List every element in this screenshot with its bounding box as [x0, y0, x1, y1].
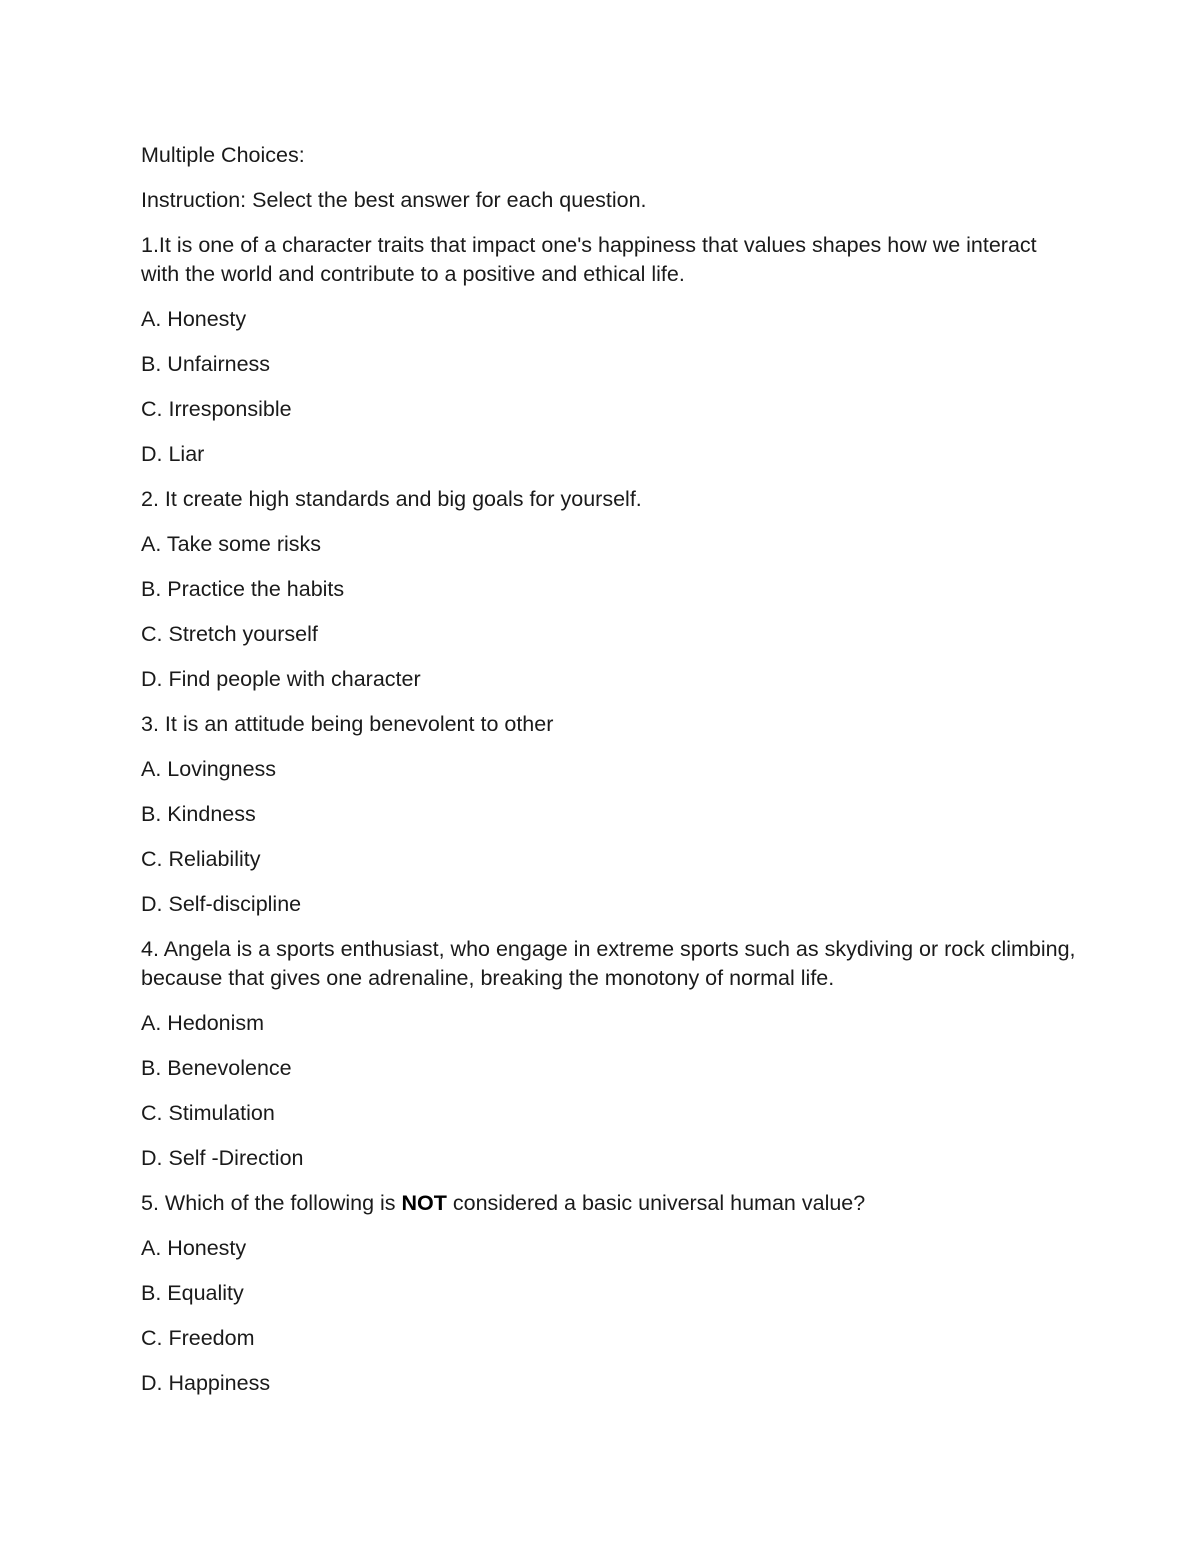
question-1-option-a: A. Honesty	[141, 307, 247, 331]
instruction-text: Instruction: Select the best answer for each question.	[141, 188, 647, 212]
question-4-option-c: C. Stimulation	[141, 1101, 275, 1125]
question-1-option-c: C. Irresponsible	[141, 397, 292, 421]
question-2-option-a: A. Take some risks	[141, 532, 322, 556]
question-1-option-b: B. Unfairness	[141, 352, 271, 376]
question-2: 2. It create high standards and big goals for yourself.	[141, 487, 642, 511]
question-5-option-a: A. Honesty	[141, 1236, 247, 1260]
question-2-option-b: B. Practice the habits	[141, 577, 345, 601]
question-4-option-b: B. Benevolence	[141, 1056, 292, 1080]
document-content	[141, 141, 1076, 1414]
question-4: 4. Angela is a sports enthusiast, who engage in extreme sports such as skydiving or rock climbing, because that gives one adrenaline, breaking the monotony of normal life.	[141, 937, 1076, 990]
question-5-text-before: 5. Which of the following is	[141, 1191, 402, 1215]
question-2-option-d: D. Find people with character	[141, 667, 421, 691]
question-5	[141, 1189, 1076, 1218]
question-1: 1.It is one of a character traits that impact one's happiness that values shapes how we interact with the world and contribute to a positive and ethical life.	[141, 233, 1037, 286]
question-2-option-c: C. Stretch yourself	[141, 622, 318, 646]
question-4-option-a: A. Hedonism	[141, 1011, 265, 1035]
question-5-option-d: D. Happiness	[141, 1371, 271, 1395]
question-5-text-after: considered a basic universal human value?	[446, 1191, 866, 1215]
question-3-option-d: D. Self-discipline	[141, 892, 302, 916]
question-1-option-d: D. Liar	[141, 442, 205, 466]
question-3-option-b: B. Kindness	[141, 802, 256, 826]
question-5-option-b: B. Equality	[141, 1281, 244, 1305]
section-title: Multiple Choices:	[141, 143, 305, 167]
question-3-option-a: A. Lovingness	[141, 757, 277, 781]
question-5-emphasis: NOT	[401, 1191, 447, 1215]
question-3-option-c: C. Reliability	[141, 847, 261, 871]
question-4-option-d: D. Self -Direction	[141, 1146, 304, 1170]
question-3: 3. It is an attitude being benevolent to other	[141, 712, 554, 736]
question-5-option-c: C. Freedom	[141, 1326, 255, 1350]
